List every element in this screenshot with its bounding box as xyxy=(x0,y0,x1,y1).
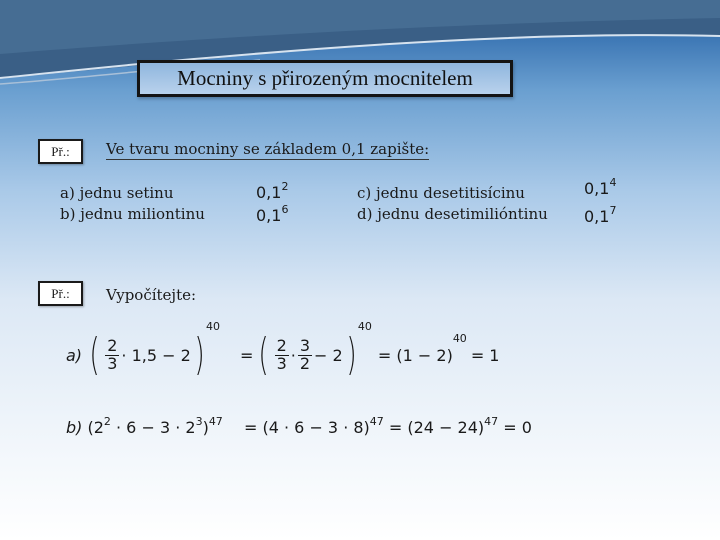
item-c: c) jednu desetitisícinu xyxy=(357,184,525,202)
item-d: d) jednu desetimilióntinu xyxy=(357,205,548,223)
example-tag-1: Př.: xyxy=(38,139,83,164)
instruction-1: Ve tvaru mocniny se základem 0,1 zapište: xyxy=(106,140,430,158)
fraction-2-3: $\frac{2}{3}$ xyxy=(107,335,118,373)
equation-b: b) $(2^2 \cdot 6 - 3 \cdot 2^3)^{47}$ xyxy=(66,414,223,437)
equation-b-steps: = $(4 \cdot 6 - 3 \cdot 8)^{47} = (24 - 24)^{47} = 0$ xyxy=(244,414,532,437)
fraction-3-2: $\frac{3}{2}$ xyxy=(299,335,311,373)
equation-a: a) ( $\frac{2}{3}$ · 1,5 − 2 ) $^{40}$ xyxy=(66,320,220,380)
answer-c: $0,1^4$ xyxy=(584,175,617,198)
instruction-2: Vypočítejte: xyxy=(106,286,197,304)
answer-a: $0,1^2$ xyxy=(256,179,289,202)
answer-d: $0,1^7$ xyxy=(584,203,617,226)
fraction-2-3-b: $\frac{2}{3}$ xyxy=(276,335,287,373)
item-b: b) jednu miliontinu xyxy=(60,205,205,223)
equation-a-steps: = ( $\frac{2}{3}$ · $\frac{3}{2}$ − 2 ) $^{40}$ = (1 − 2) $^{40}$ = 1 xyxy=(240,320,500,380)
item-a: a) jednu setinu xyxy=(60,184,174,202)
answer-b: $0,1^6$ xyxy=(256,202,289,225)
equation-b-label: b) xyxy=(66,418,83,437)
slide-title: Mocniny s přirozeným mocnitelem xyxy=(137,60,513,97)
equation-a-label: a) xyxy=(66,345,83,365)
example-tag-2: Př.: xyxy=(38,281,83,306)
